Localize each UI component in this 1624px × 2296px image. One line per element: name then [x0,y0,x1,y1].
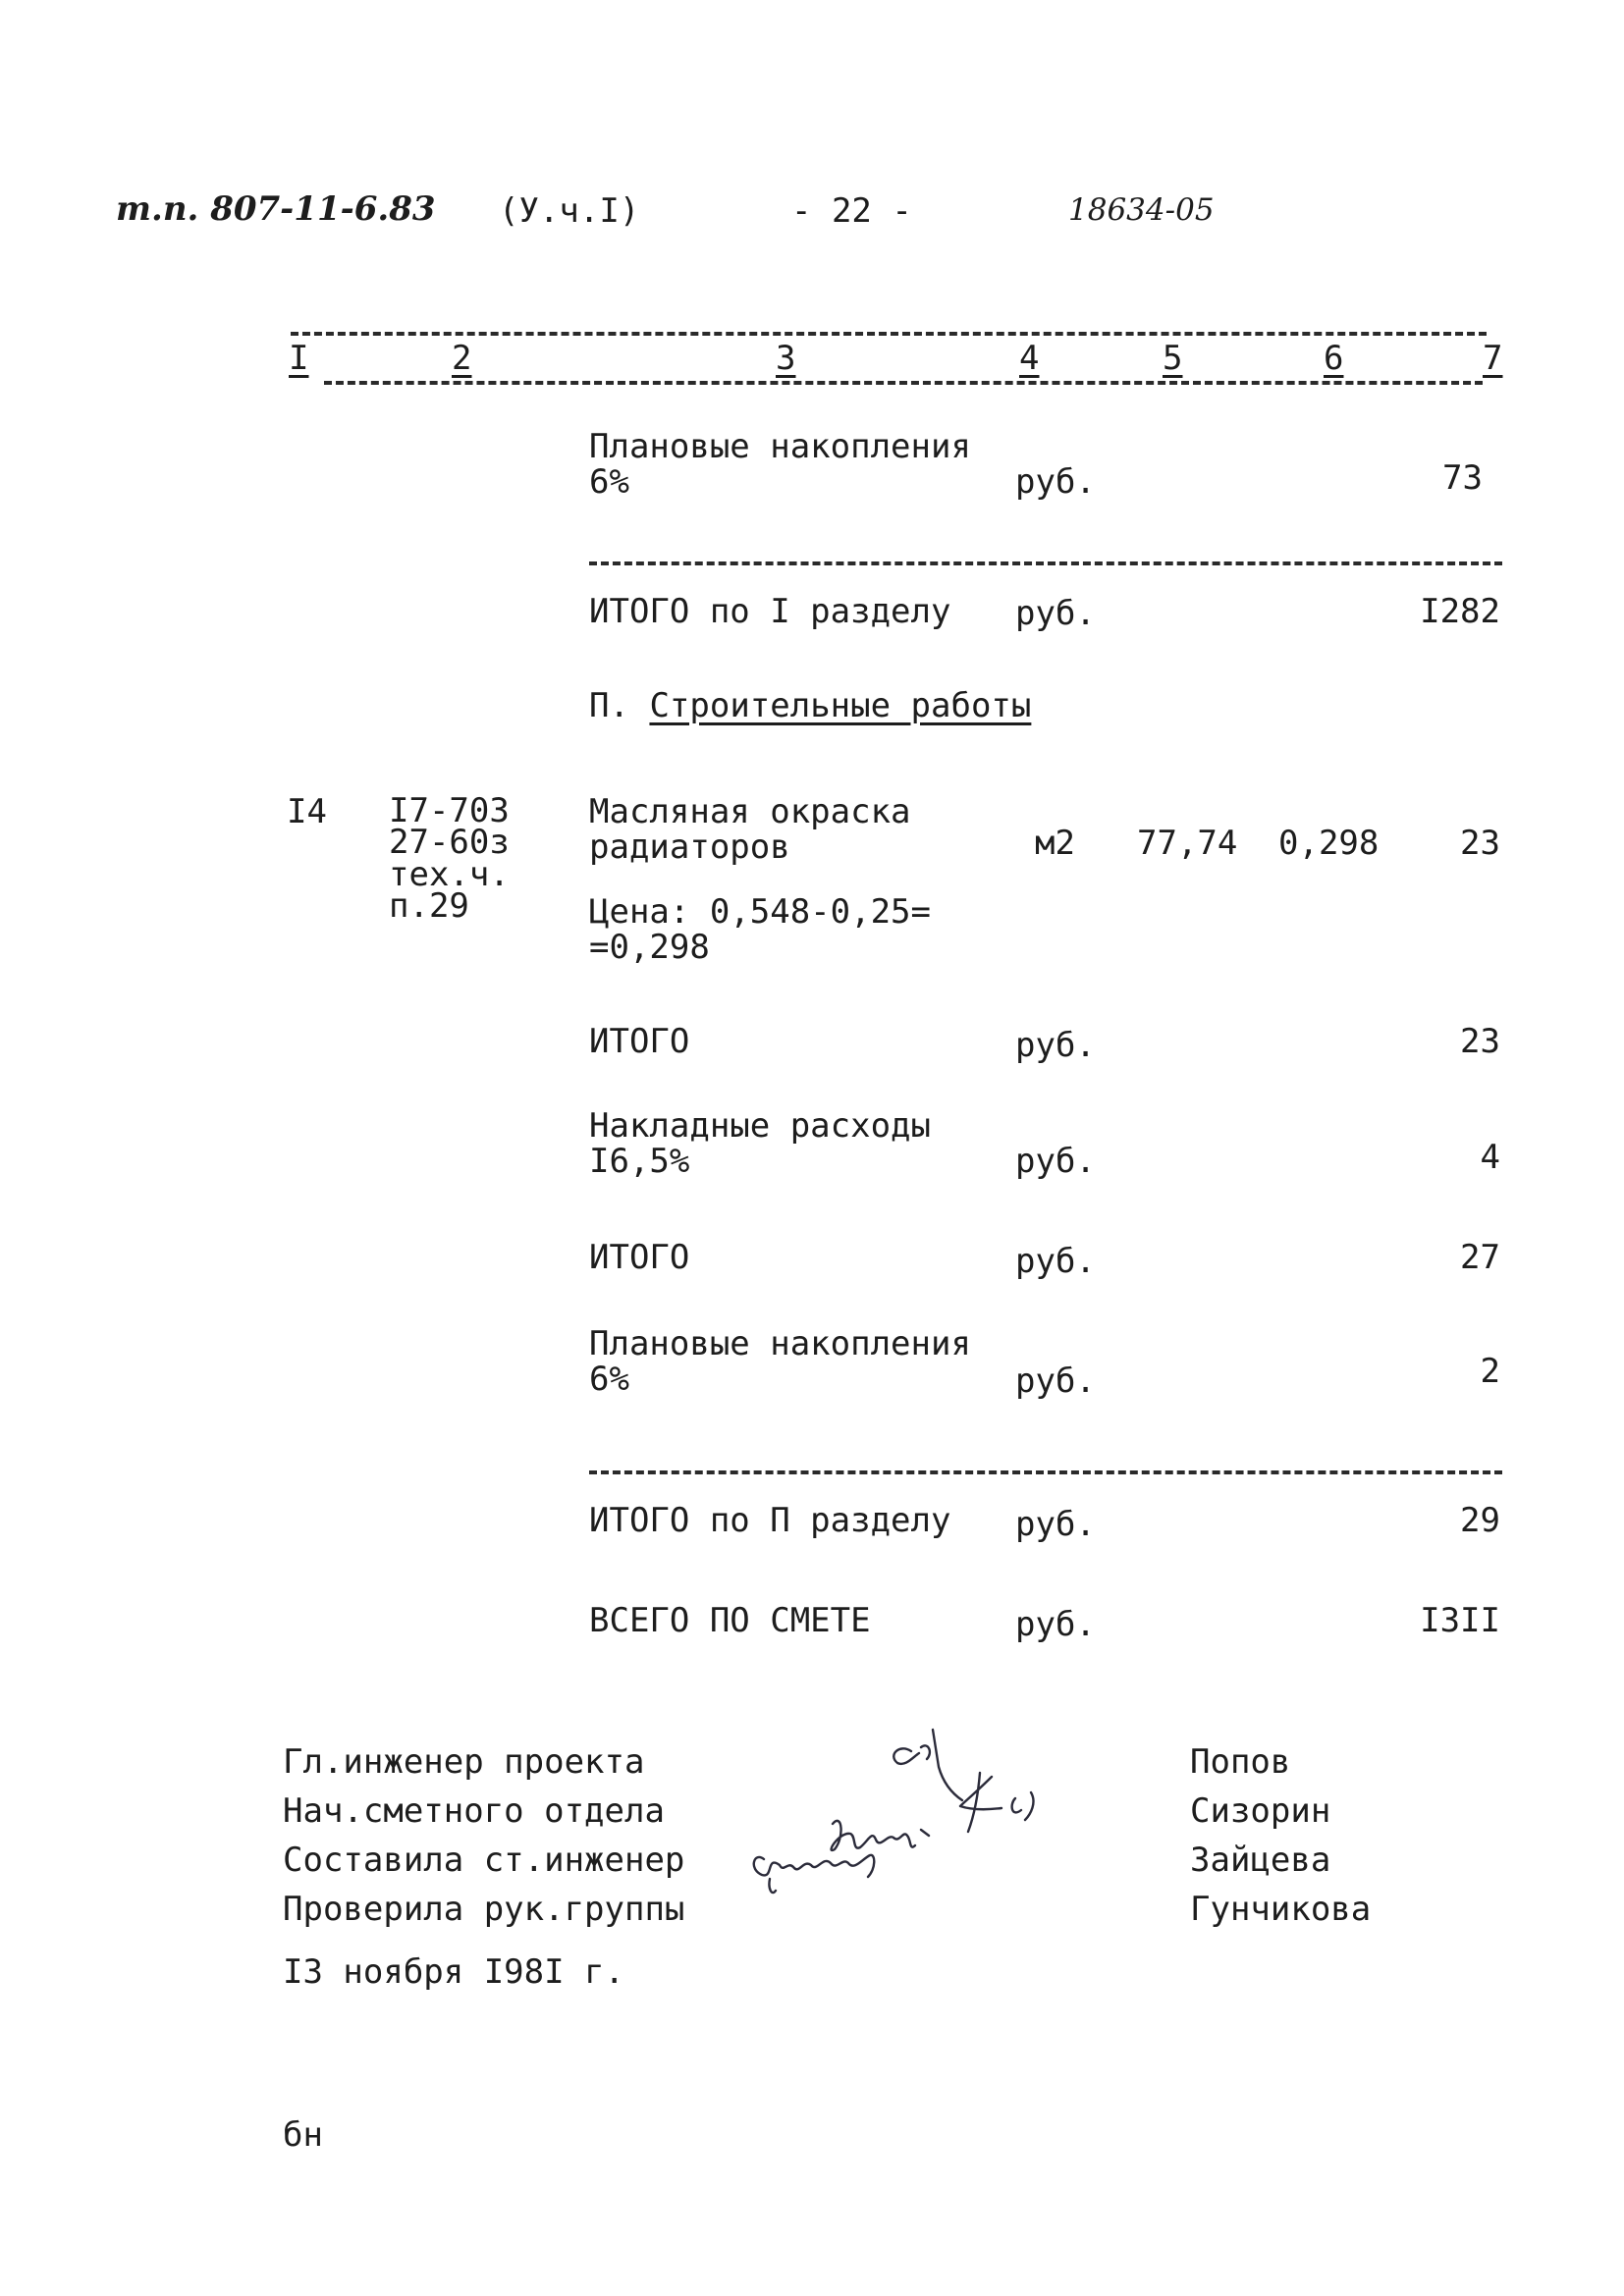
signature-roles [283,1737,684,1934]
signature-name: Гунчикова [1190,1890,1372,1929]
column-number-2: 2 [452,339,472,378]
signature-role: Нач.сметного отдела [283,1791,665,1831]
document-code: т.п. 807-11-6.83 [116,189,436,229]
column-header-top-rule [291,332,1487,336]
signature-name: Сизорин [1190,1791,1331,1831]
column-number-7: 7 [1483,339,1503,378]
page-number: - 22 - [791,191,912,231]
grand-total-unit: руб. [1015,1605,1096,1644]
section2-row-label: ИТОГО [589,1238,690,1277]
section2-row-label: ИТОГО [589,1022,690,1061]
column-number-4: 4 [1019,339,1040,378]
section2-row-unit: руб. [1015,1242,1096,1281]
grand-total-label: ВСЕГО ПО СМЕТЕ [589,1601,871,1640]
signature-role: Проверила рук.группы [283,1890,685,1929]
column-header-bottom-rule [324,381,1483,385]
column-number-6: 6 [1324,339,1344,378]
section2-row-unit: руб. [1015,1026,1096,1065]
section2-row-label: Плановые накопления 6% [589,1324,971,1399]
handwritten-signatures [746,1708,1159,1944]
document-number: 18634-05 [1068,192,1215,228]
item-quantity: 77,74 [1137,824,1238,863]
item-unit-price: 0,298 [1278,824,1380,863]
row-planned-savings-1-label: Плановые накопления 6% [589,427,971,502]
section2-row-total: 2 [1480,1352,1500,1391]
column-number-5: 5 [1163,339,1183,378]
item-total: 23 [1460,824,1500,863]
item-number: I4 [287,792,327,831]
grand-total-value: I3II [1420,1601,1500,1640]
volume-label: (У.ч.I) [499,191,640,231]
item-code-line: тех.ч. [389,854,510,894]
item-name: Масляная окраска радиаторов [589,792,911,867]
row-planned-savings-1-unit: руб. [1015,462,1096,502]
section1-subtotal-unit: руб. [1015,594,1096,633]
section2-subtotal-value: 29 [1460,1501,1500,1540]
column-number-3: 3 [776,339,796,378]
section2-title: Строительные работы [649,686,1032,725]
signature-names [1190,1737,1371,1934]
section2-row-label: Накладные расходы I6,5% [589,1106,931,1181]
document-date: I3 ноября I98I г. [283,1952,624,1992]
section1-subtotal-label: ИТОГО по I разделу [589,592,951,631]
item-unit: м2 [1035,824,1075,863]
footer-mark: бн [283,2115,323,2155]
section2-row-total: 23 [1460,1022,1500,1061]
item-code-line: п.29 [389,885,469,926]
row-planned-savings-1-total: 73 [1442,458,1483,498]
item-code-line: 27-60з [389,823,510,863]
section2-row-unit: руб. [1015,1362,1096,1401]
section1-subtotal-value: I282 [1420,592,1500,631]
item-code-line: I7-703 [389,791,510,830]
signature-name: Зайцева [1190,1841,1331,1880]
section2-subtotal-unit: руб. [1015,1505,1096,1544]
signature-name: Попов [1190,1742,1291,1782]
item-price-note: Цена: 0,548-0,25= =0,298 [589,892,931,967]
section2-subtotal-label: ИТОГО по П разделу [589,1501,951,1540]
section1-subtotal-rule [589,561,1502,565]
column-number-1: I [289,339,309,378]
section2-subtotal-rule [589,1470,1502,1474]
item-code [389,791,510,926]
section2-row-unit: руб. [1015,1142,1096,1181]
section2-heading [589,686,1032,725]
signature-role: Составила ст.инженер [283,1841,685,1880]
section2-row-total: 27 [1460,1238,1500,1277]
signature-role: Гл.инженер проекта [283,1742,645,1782]
section2-row-total: 4 [1480,1138,1500,1177]
section2-prefix: П. [589,686,629,725]
